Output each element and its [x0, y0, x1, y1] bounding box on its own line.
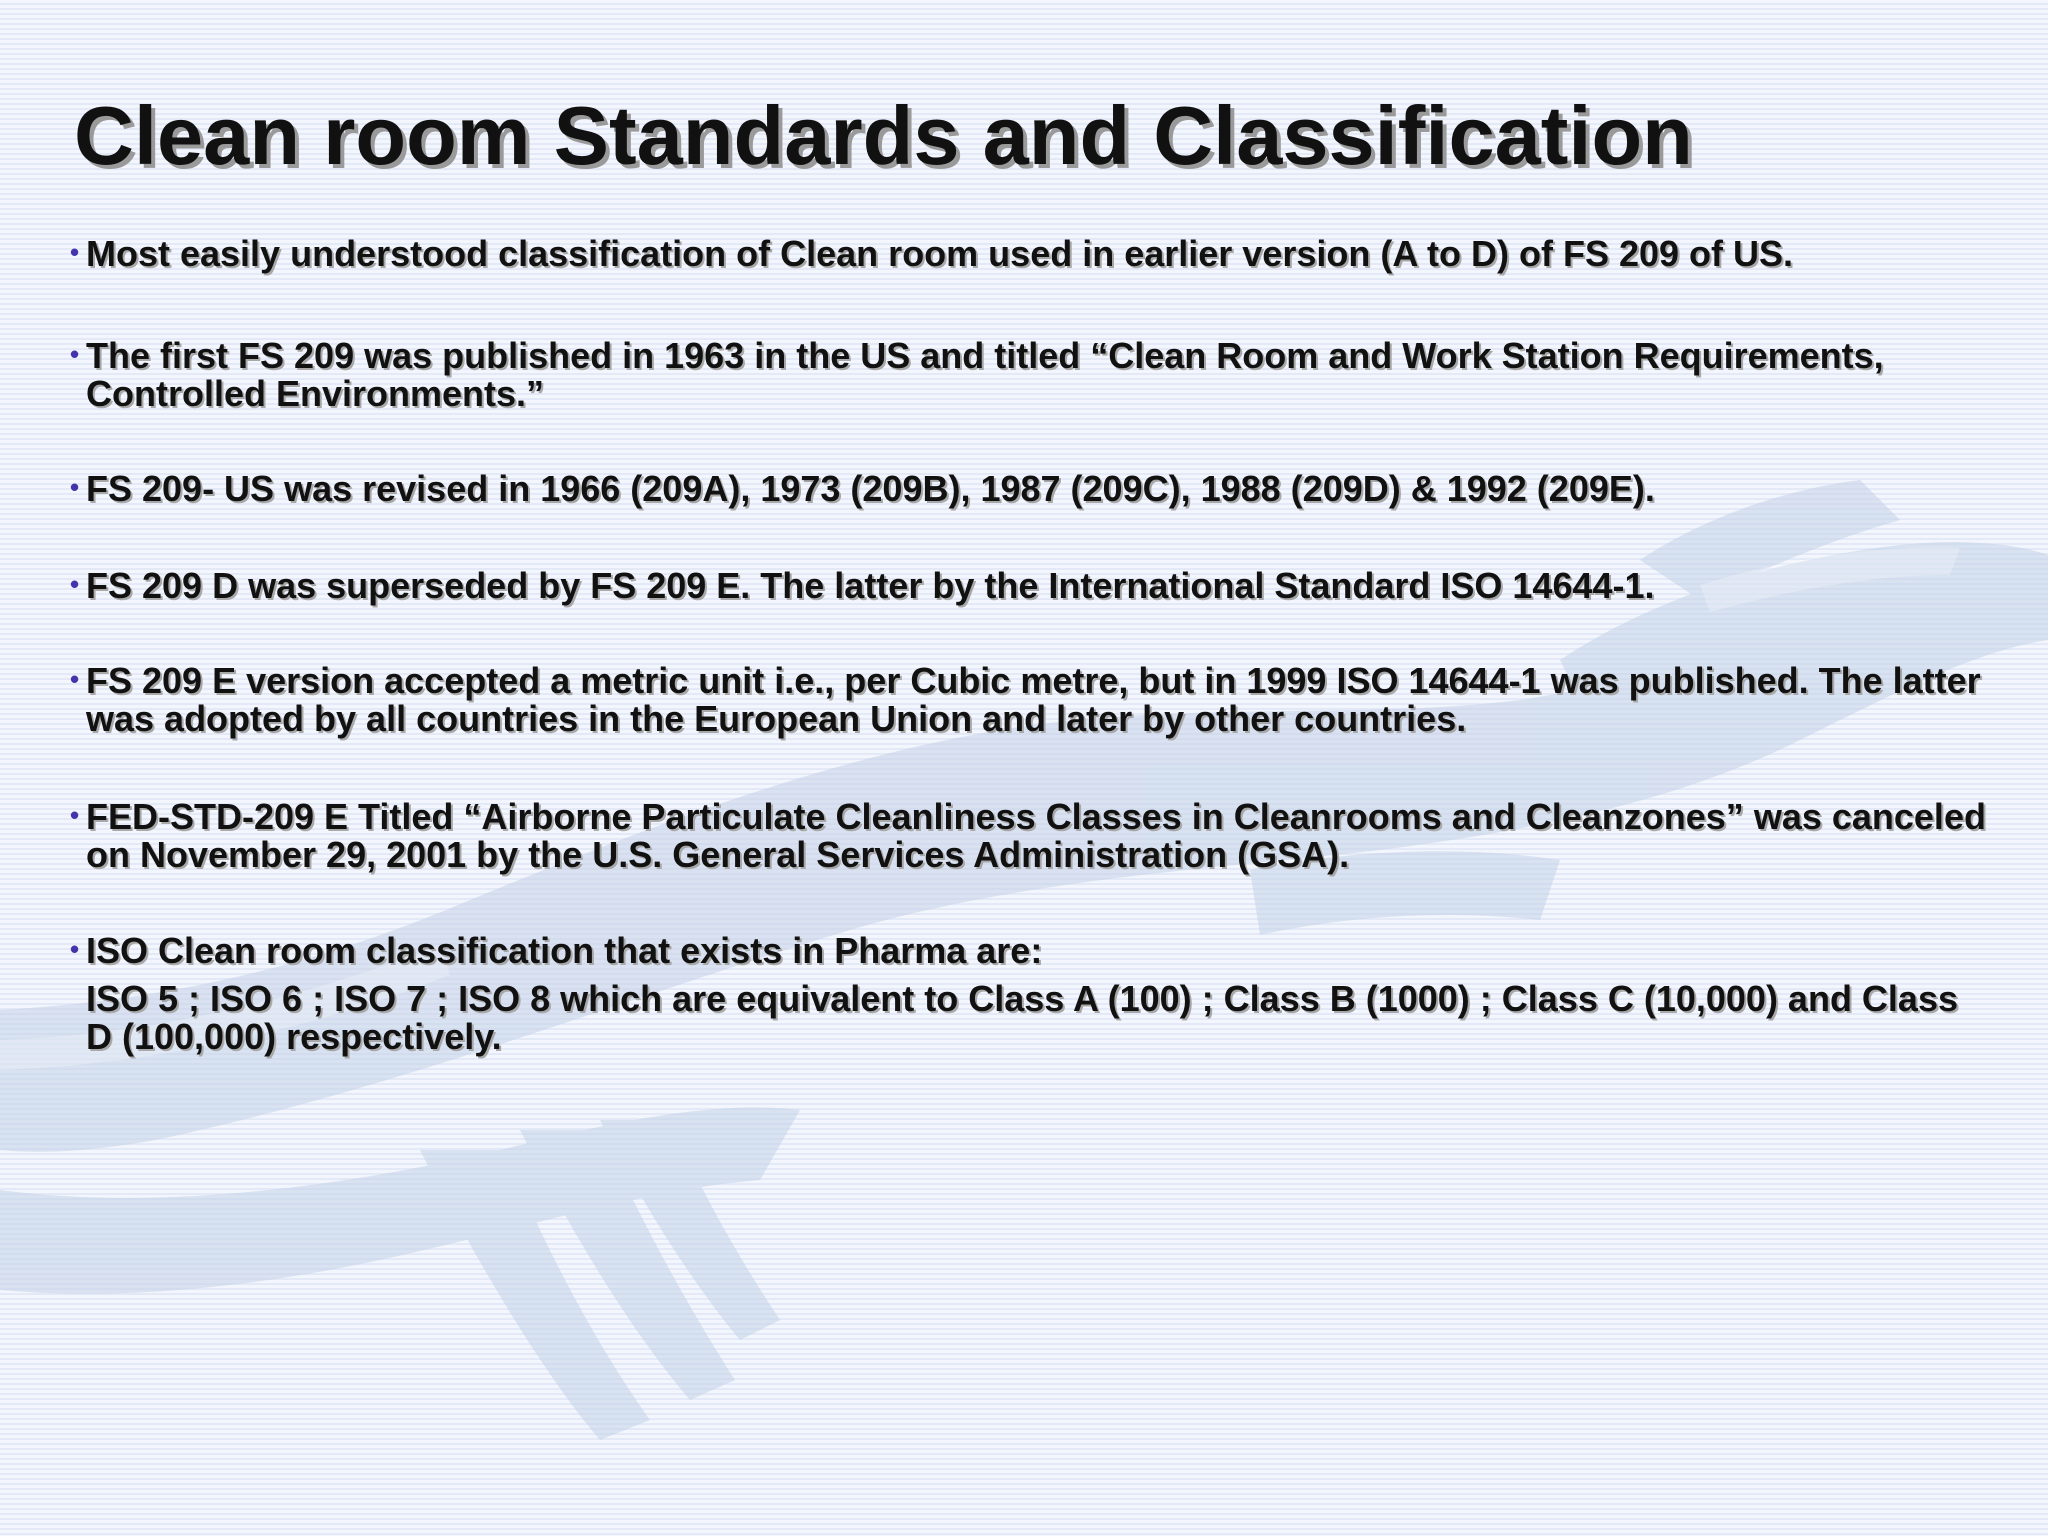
bullet-icon: •	[70, 569, 80, 599]
bullet-icon: •	[70, 472, 80, 502]
bullet-item	[70, 798, 1990, 874]
slide-title: Clean room Standards and Classification	[74, 89, 1693, 182]
bullet-icon: •	[70, 339, 80, 369]
bullet-icon: •	[70, 237, 80, 267]
bullet-item	[70, 662, 1990, 738]
bullet-item	[70, 567, 1990, 605]
bullet-text: FS 209 E version accepted a metric unit i.e., per Cubic metre, but in 1999 ISO 14644-1 was published. The latter was adopted by all countries in the European Union and later by other countries.	[86, 660, 1981, 739]
bullet-text: FS 209 D was superseded by FS 209 E. The latter by the International Standard ISO 14644-1.	[86, 565, 1655, 606]
bullet-text: The first FS 209 was published in 1963 in the US and titled “Clean Room and Work Station Requirements, Controlled Environments.”	[86, 335, 1884, 414]
bullet-item	[70, 235, 1990, 273]
bullet-icon: •	[70, 664, 80, 694]
bullet-text: ISO Clean room classification that exists in Pharma are:	[86, 930, 1043, 971]
bullet-text: FED-STD-209 E Titled “Airborne Particulate Cleanliness Classes in Cleanrooms and Cleanzones” was canceled on November 29, 2001 by the U.S. General Services Administration (GSA).	[86, 796, 1986, 875]
bullet-icon: •	[70, 800, 80, 830]
bullet-subtext: ISO 5 ; ISO 6 ; ISO 7 ; ISO 8 which are equivalent to Class A (100) ; Class B (1000) ; Class C (10,000) and Class D (100,000) respectively.	[86, 978, 1958, 1057]
bullet-item	[70, 470, 1990, 508]
bullet-list	[70, 235, 1990, 1056]
bullet-item	[70, 337, 1990, 413]
bullet-item	[70, 932, 1990, 1056]
bullet-icon: •	[70, 934, 80, 964]
bullet-text: Most easily understood classification of Clean room used in earlier version (A to D) of FS 209 of US.	[86, 233, 1794, 274]
bullet-text: FS 209- US was revised in 1966 (209A), 1973 (209B), 1987 (209C), 1988 (209D) & 1992 (209E).	[86, 468, 1655, 509]
